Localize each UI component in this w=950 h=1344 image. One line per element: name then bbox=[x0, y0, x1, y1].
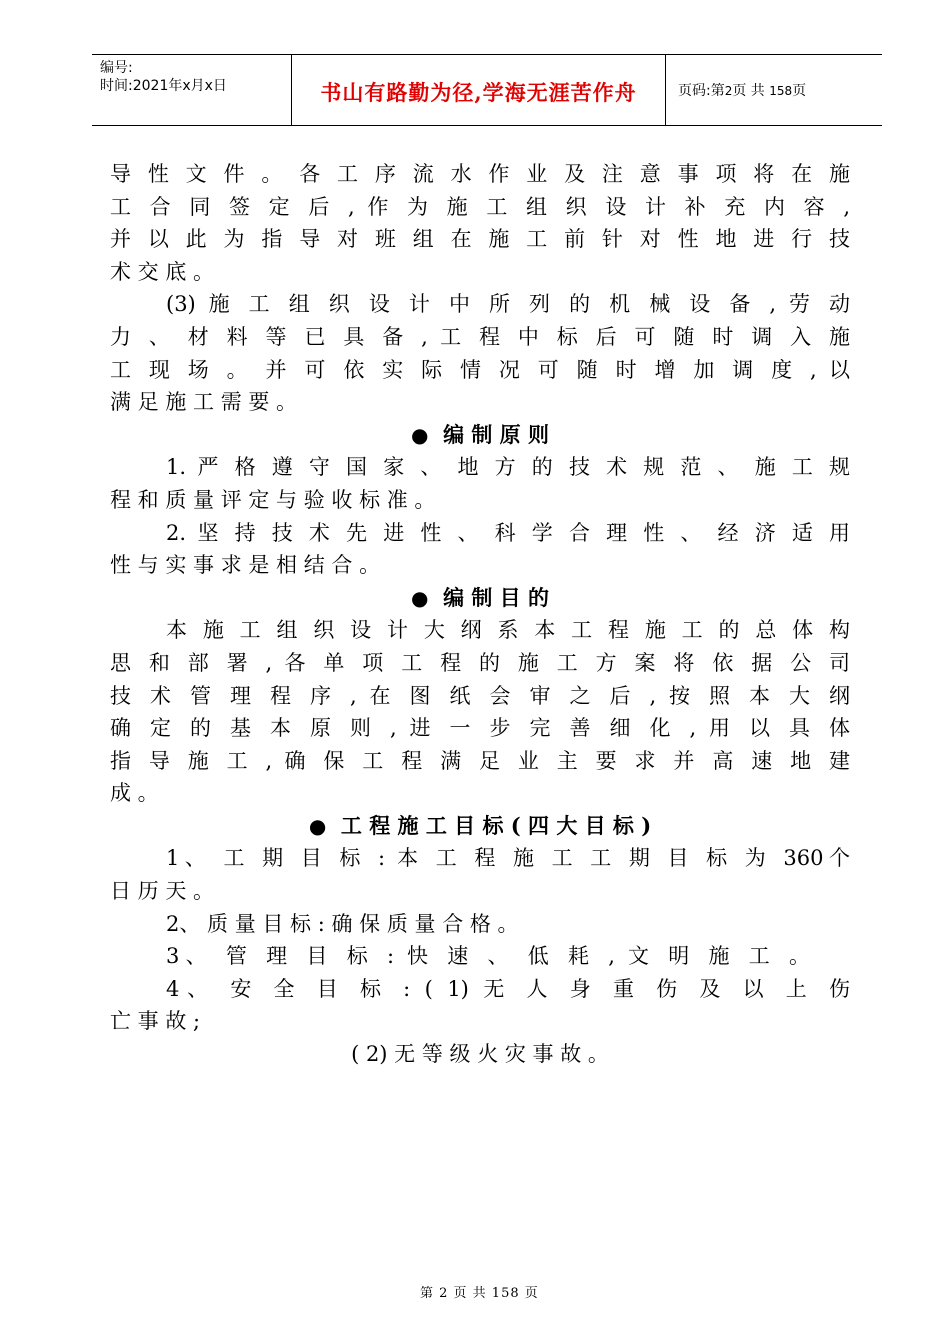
heading-text: 编 制 原 则 bbox=[443, 421, 549, 447]
text-line: (3) 施 工 组 织 设 计 中 所 列 的 机 械 设 备 , 劳 动 bbox=[166, 292, 850, 317]
heading-text: 工 程 施 工 目 标 ( 四 大 目 标 ) bbox=[340, 812, 652, 838]
text-line: 程 和 质 量 评 定 与 验 收 标 准 。 bbox=[110, 487, 436, 512]
page-suffix: 页 bbox=[792, 83, 807, 99]
page-footer: 第 2 页 共 158 页 bbox=[420, 1286, 539, 1301]
page-number: 2 bbox=[724, 84, 733, 98]
bullet-icon: ● bbox=[410, 585, 429, 610]
header-motto-cell bbox=[292, 55, 666, 125]
text-line: 性 与 实 事 求 是 相 结 合 。 bbox=[110, 553, 381, 578]
section-heading bbox=[110, 810, 850, 843]
header-page-info bbox=[666, 55, 882, 125]
text-line: 2. 坚 持 技 术 先 进 性 、 科 学 合 理 性 、 经 济 适 用 bbox=[166, 520, 850, 545]
text-line: 并 以 此 为 指 导 对 班 组 在 施 工 前 针 对 性 地 进 行 技 bbox=[110, 227, 850, 252]
section-heading bbox=[110, 419, 850, 452]
bullet-icon: ● bbox=[308, 813, 327, 838]
text-line: 本 施 工 组 织 设 计 大 纲 系 本 工 程 施 工 的 总 体 构 bbox=[166, 618, 850, 643]
text-line: 4、 安 全 目 标 : ( 1) 无 人 身 重 伤 及 以 上 伤 bbox=[166, 976, 850, 1001]
text-line: 思 和 部 署 , 各 单 项 工 程 的 施 工 方 案 将 依 据 公 司 bbox=[110, 650, 850, 675]
page-prefix: 页码:第 bbox=[678, 83, 725, 99]
number-label: 编号: bbox=[100, 60, 133, 76]
page-total: 158 bbox=[769, 84, 793, 98]
text-line: 力 、 材 料 等 已 具 备 , 工 程 中 标 后 可 随 时 调 入 施 bbox=[110, 324, 850, 349]
text-line: 成 。 bbox=[110, 781, 159, 806]
text-line: 工 合 同 签 定 后 , 作 为 施 工 组 织 设 计 补 充 内 容 , bbox=[110, 194, 850, 219]
text-line: 工 现 场 。 并 可 依 实 际 情 况 可 随 时 增 加 调 度 , 以 bbox=[110, 357, 850, 382]
page-mid: 页 共 bbox=[732, 83, 765, 99]
text-line: 亡 事 故 ; bbox=[110, 1009, 201, 1034]
text-line: 日 历 天 。 bbox=[110, 879, 215, 904]
text-line: 1. 严 格 遵 守 国 家 、 地 方 的 技 术 规 范 、 施 工 规 bbox=[166, 455, 850, 480]
bullet-icon: ● bbox=[410, 422, 429, 447]
header-meta bbox=[92, 55, 292, 125]
text-line: 3、 管 理 目 标 : 快 速 、 低 耗 , 文 明 施 工 。 bbox=[166, 944, 810, 969]
text-line: ( 2) 无 等 级 火 灾 事 故 。 bbox=[351, 1042, 609, 1067]
motto: 书山有路勤为径,学海无涯苦作舟 bbox=[320, 80, 637, 105]
text-line: 2、 质 量 目 标 : 确 保 质 量 合 格 。 bbox=[166, 911, 519, 936]
text-line: 技 术 管 理 程 序 , 在 图 纸 会 审 之 后 , 按 照 本 大 纲 bbox=[110, 683, 850, 708]
page-header bbox=[92, 54, 882, 126]
text-line: 确 定 的 基 本 原 则 , 进 一 步 完 善 细 化 , 用 以 具 体 bbox=[110, 716, 850, 741]
text-line: 指 导 施 工 , 确 保 工 程 满 足 业 主 要 求 并 高 速 地 建 bbox=[110, 748, 850, 773]
text-line: 术 交 底 。 bbox=[110, 259, 215, 284]
document-body bbox=[110, 158, 850, 1071]
text-line: 1、 工 期 目 标 : 本 工 程 施 工 工 期 目 标 为 360个 bbox=[166, 846, 850, 871]
text-line: 导 性 文 件 。 各 工 序 流 水 作 业 及 注 意 事 项 将 在 施 bbox=[110, 162, 850, 186]
section-heading bbox=[110, 582, 850, 615]
heading-text: 编 制 目 的 bbox=[443, 584, 549, 610]
text-line: 满 足 施 工 需 要 。 bbox=[110, 390, 298, 415]
time-label: 时间:2021年x月x日 bbox=[100, 78, 227, 94]
